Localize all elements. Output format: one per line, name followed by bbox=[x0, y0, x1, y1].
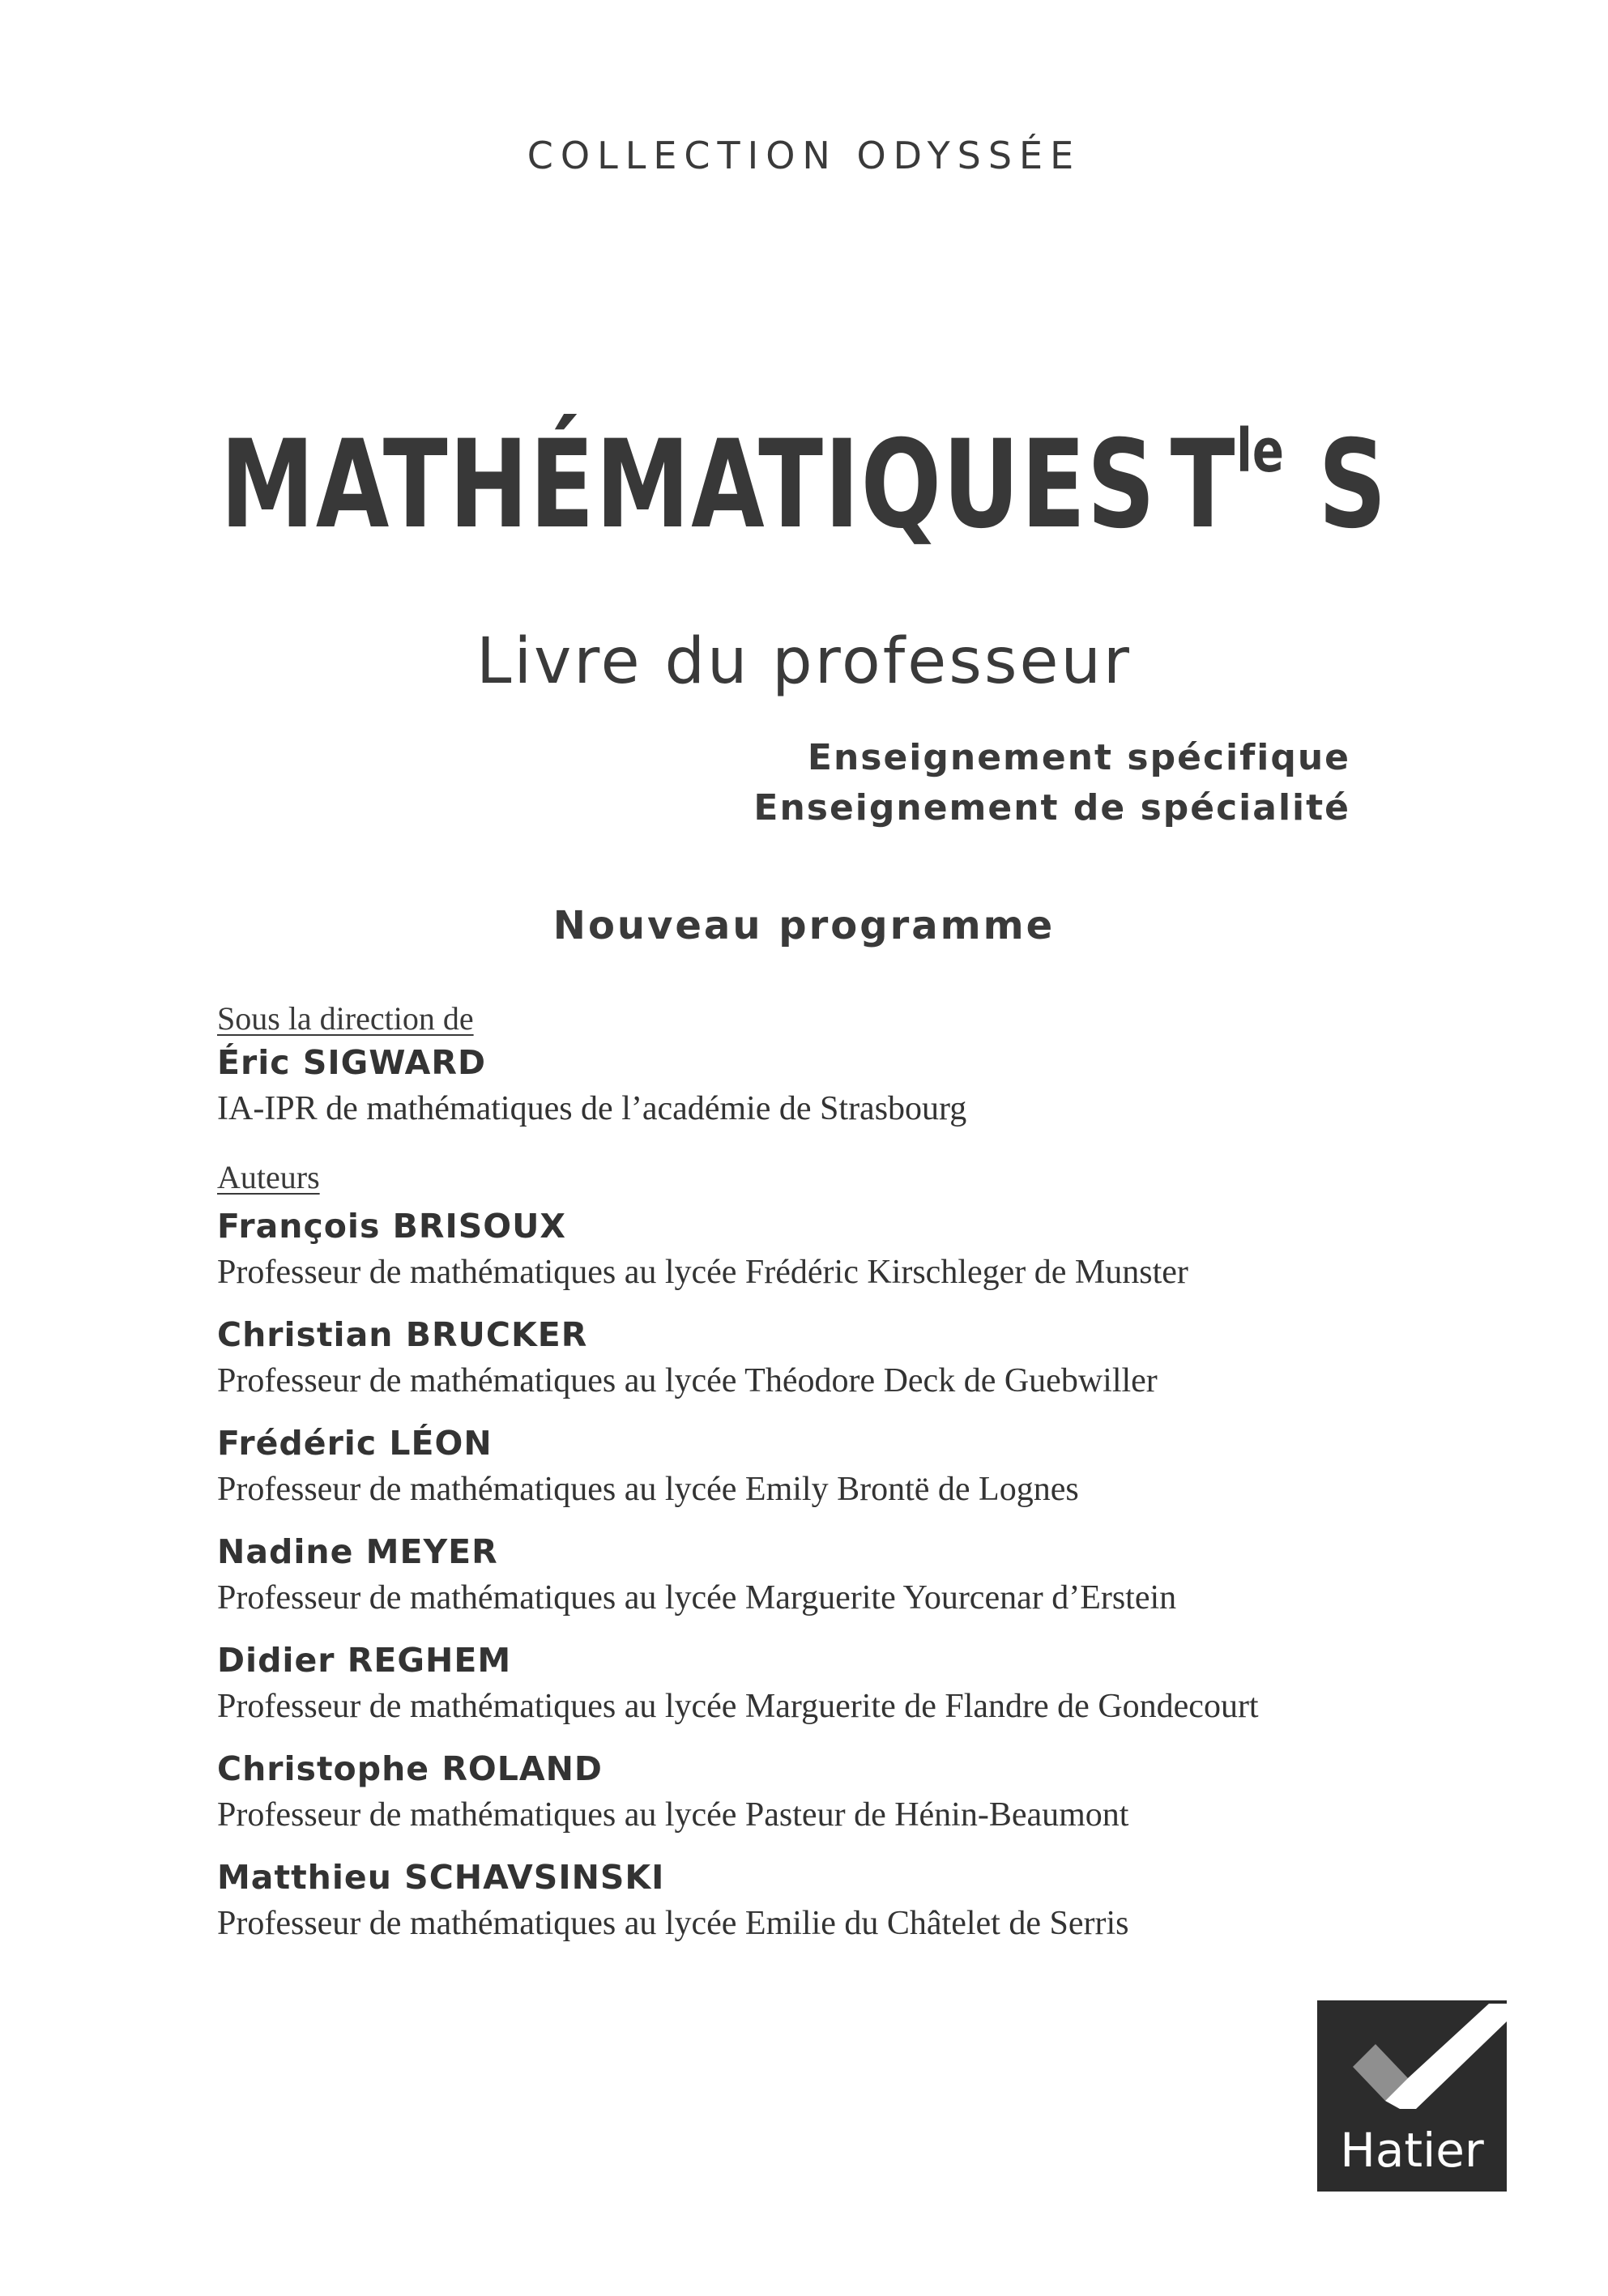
author-name: Christian BRUCKER bbox=[217, 1315, 588, 1354]
author-role: Professeur de mathématiques au lycée Théodore Deck de Guebwiller bbox=[217, 1362, 1158, 1399]
author-item bbox=[217, 1421, 1432, 1513]
credits bbox=[217, 998, 1432, 1963]
direction-label: Sous la direction de bbox=[217, 1000, 474, 1037]
publisher-logo bbox=[1317, 2000, 1507, 2192]
programme-label: Nouveau programme bbox=[552, 903, 1056, 948]
author-item bbox=[217, 1855, 1432, 1947]
author-role: Professeur de mathématiques au lycée Marguerite Yourcenar d’Erstein bbox=[217, 1579, 1177, 1617]
publisher-name: Hatier bbox=[1340, 2123, 1484, 2178]
author-name: Didier REGHEM bbox=[217, 1641, 512, 1680]
author-item bbox=[217, 1203, 1432, 1296]
teaching-types bbox=[753, 733, 1350, 833]
author-name: Matthieu SCHAVSINSKI bbox=[217, 1858, 665, 1897]
book-subtitle: Livre du professeur bbox=[476, 625, 1132, 698]
title-level-letter: T bbox=[1170, 415, 1237, 556]
author-role: Professeur de mathématiques au lycée Emilie du Châtelet de Serris bbox=[217, 1905, 1129, 1942]
author-name: Nadine MEYER bbox=[217, 1532, 498, 1571]
author-role: Professeur de mathématiques au lycée Marguerite de Flandre de Gondecourt bbox=[217, 1688, 1259, 1725]
title-level-suffix: S bbox=[1318, 415, 1388, 556]
author-item bbox=[217, 1312, 1432, 1404]
teaching-line-speciality: Enseignement de spécialité bbox=[753, 787, 1350, 829]
author-item bbox=[217, 1638, 1432, 1730]
director-role: IA-IPR de mathématiques de l’académie de Strasbourg bbox=[217, 1090, 967, 1127]
author-item bbox=[217, 1746, 1432, 1838]
collection-name: COLLECTION ODYSSÉE bbox=[527, 134, 1081, 177]
author-name: François BRISOUX bbox=[217, 1207, 567, 1246]
teaching-line-specific: Enseignement spécifique bbox=[807, 737, 1350, 778]
author-role: Professeur de mathématiques au lycée Emily Brontë de Lognes bbox=[217, 1471, 1079, 1508]
author-item bbox=[217, 1529, 1432, 1621]
title-level bbox=[1171, 415, 1388, 556]
title-main: MATHÉMATIQUES bbox=[220, 415, 1157, 556]
direction-block bbox=[217, 998, 1432, 1132]
author-name: Frédéric LÉON bbox=[217, 1424, 493, 1463]
director-name: Éric SIGWARD bbox=[217, 1043, 487, 1082]
book-title bbox=[177, 415, 1431, 556]
author-name: Christophe ROLAND bbox=[217, 1749, 603, 1788]
authors-label: Auteurs bbox=[217, 1159, 320, 1195]
author-role: Professeur de mathématiques au lycée Frédéric Kirschleger de Munster bbox=[217, 1254, 1188, 1291]
author-role: Professeur de mathématiques au lycée Pasteur de Hénin-Beaumont bbox=[217, 1796, 1129, 1834]
title-level-superscript: le bbox=[1236, 416, 1285, 486]
